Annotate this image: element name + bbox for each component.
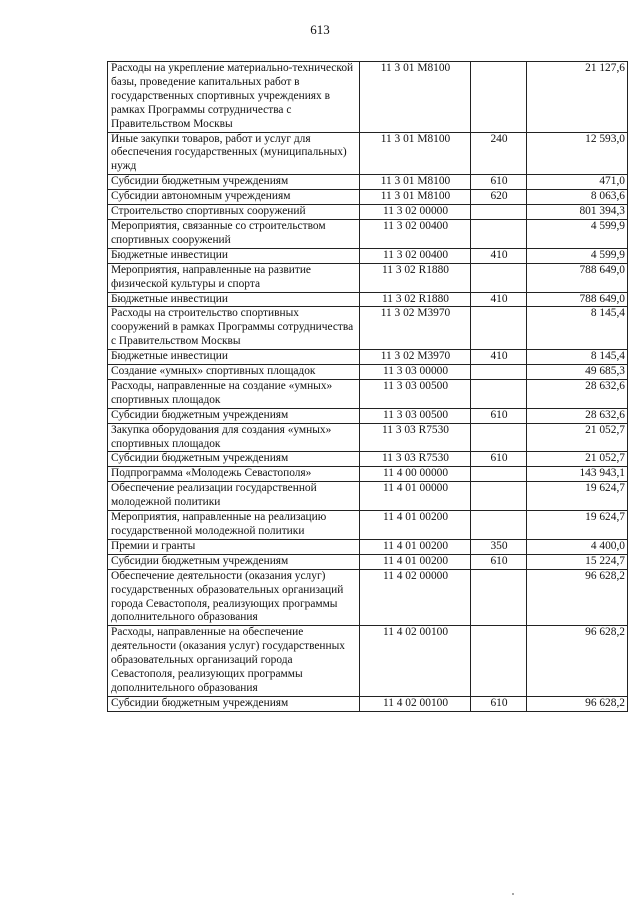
row-type-cell: 410 <box>471 292 527 307</box>
page-number: 613 <box>310 22 330 37</box>
row-code-cell: 11 4 02 00100 <box>360 696 471 711</box>
row-code-cell: 11 4 02 00100 <box>360 626 471 697</box>
table-row <box>108 467 628 482</box>
row-sum-cell: 49 685,3 <box>527 365 628 380</box>
scan-speck <box>512 893 514 895</box>
table-row <box>108 292 628 307</box>
row-name-cell: Закупка оборудования для создания «умных» спортивных площадок <box>108 423 360 452</box>
row-type-cell <box>471 205 527 220</box>
row-sum-cell: 19 624,7 <box>527 511 628 540</box>
row-name-cell: Расходы на укрепление материально-технической базы, проведение капитальных работ в государственных спортивных учреждениях в рамках Программы сотрудничества с Правительством Москвы <box>108 62 360 133</box>
row-sum-cell: 28 632,6 <box>527 379 628 408</box>
row-name-cell: Обеспечение реализации государственной молодежной политики <box>108 482 360 511</box>
table-row <box>108 569 628 626</box>
row-code-cell: 11 4 01 00200 <box>360 511 471 540</box>
row-type-cell: 620 <box>471 190 527 205</box>
row-type-cell: 410 <box>471 350 527 365</box>
row-type-cell: 610 <box>471 452 527 467</box>
row-sum-cell: 788 649,0 <box>527 292 628 307</box>
table-row <box>108 350 628 365</box>
table-row <box>108 379 628 408</box>
row-name-cell: Мероприятия, направленные на развитие физической культуры и спорта <box>108 263 360 292</box>
row-sum-cell: 8 063,6 <box>527 190 628 205</box>
row-type-cell <box>471 626 527 697</box>
row-type-cell: 610 <box>471 408 527 423</box>
table-row <box>108 626 628 697</box>
row-name-cell: Мероприятия, связанные со строительством спортивных сооружений <box>108 219 360 248</box>
table-row <box>108 423 628 452</box>
row-name-cell: Субсидии бюджетным учреждениям <box>108 175 360 190</box>
row-type-cell: 610 <box>471 175 527 190</box>
row-sum-cell: 96 628,2 <box>527 569 628 626</box>
row-sum-cell: 19 624,7 <box>527 482 628 511</box>
row-sum-cell: 12 593,0 <box>527 132 628 175</box>
table-row <box>108 511 628 540</box>
table-row <box>108 62 628 133</box>
row-name-cell: Субсидии бюджетным учреждениям <box>108 452 360 467</box>
row-type-cell <box>471 62 527 133</box>
table-row <box>108 554 628 569</box>
row-sum-cell: 8 145,4 <box>527 307 628 350</box>
row-name-cell: Мероприятия, направленные на реализацию государственной молодежной политики <box>108 511 360 540</box>
row-type-cell <box>471 379 527 408</box>
row-type-cell: 410 <box>471 248 527 263</box>
row-code-cell: 11 3 02 R1880 <box>360 263 471 292</box>
row-name-cell: Строительство спортивных сооружений <box>108 205 360 220</box>
table-row <box>108 175 628 190</box>
row-code-cell: 11 3 02 00400 <box>360 219 471 248</box>
row-code-cell: 11 3 03 00500 <box>360 408 471 423</box>
row-code-cell: 11 3 03 R7530 <box>360 423 471 452</box>
row-type-cell: 610 <box>471 696 527 711</box>
row-code-cell: 11 4 01 00200 <box>360 554 471 569</box>
row-sum-cell: 96 628,2 <box>527 626 628 697</box>
row-sum-cell: 4 599,9 <box>527 219 628 248</box>
row-type-cell <box>471 365 527 380</box>
row-code-cell: 11 4 01 00200 <box>360 539 471 554</box>
row-code-cell: 11 3 02 00400 <box>360 248 471 263</box>
table-row <box>108 248 628 263</box>
row-name-cell: Обеспечение деятельности (оказания услуг) государственных образовательных организаций города Севастополя, реализующих программы дополнительного образования <box>108 569 360 626</box>
row-type-cell <box>471 307 527 350</box>
row-name-cell: Подпрограмма «Молодежь Севастополя» <box>108 467 360 482</box>
table-row <box>108 219 628 248</box>
row-name-cell: Субсидии автономным учреждениям <box>108 190 360 205</box>
row-code-cell: 11 3 02 00000 <box>360 205 471 220</box>
table-row <box>108 482 628 511</box>
row-type-cell <box>471 511 527 540</box>
table-row <box>108 696 628 711</box>
row-name-cell: Бюджетные инвестиции <box>108 350 360 365</box>
row-code-cell: 11 3 01 М8100 <box>360 62 471 133</box>
row-code-cell: 11 3 03 R7530 <box>360 452 471 467</box>
row-type-cell <box>471 467 527 482</box>
row-name-cell: Расходы на строительство спортивных сооружений в рамках Программы сотрудничества с Правительством Москвы <box>108 307 360 350</box>
row-type-cell <box>471 569 527 626</box>
row-name-cell: Субсидии бюджетным учреждениям <box>108 408 360 423</box>
row-code-cell: 11 3 03 00000 <box>360 365 471 380</box>
row-type-cell <box>471 423 527 452</box>
row-sum-cell: 15 224,7 <box>527 554 628 569</box>
row-sum-cell: 143 943,1 <box>527 467 628 482</box>
row-type-cell <box>471 482 527 511</box>
row-name-cell: Субсидии бюджетным учреждениям <box>108 696 360 711</box>
row-sum-cell: 8 145,4 <box>527 350 628 365</box>
table-row <box>108 307 628 350</box>
table-row <box>108 452 628 467</box>
row-sum-cell: 4 400,0 <box>527 539 628 554</box>
row-code-cell: 11 4 02 00000 <box>360 569 471 626</box>
row-sum-cell: 21 052,7 <box>527 452 628 467</box>
row-code-cell: 11 4 01 00000 <box>360 482 471 511</box>
table-row <box>108 539 628 554</box>
row-sum-cell: 788 649,0 <box>527 263 628 292</box>
table-row <box>108 408 628 423</box>
row-type-cell: 240 <box>471 132 527 175</box>
row-code-cell: 11 3 03 00500 <box>360 379 471 408</box>
row-code-cell: 11 3 02 М3970 <box>360 307 471 350</box>
row-code-cell: 11 3 02 М3970 <box>360 350 471 365</box>
row-name-cell: Бюджетные инвестиции <box>108 292 360 307</box>
row-sum-cell: 21 127,6 <box>527 62 628 133</box>
table-row <box>108 365 628 380</box>
row-type-cell <box>471 263 527 292</box>
row-name-cell: Расходы, направленные на обеспечение деятельности (оказания услуг) государственных образовательных организаций города Севастополя, реализующих программы дополнительного образования <box>108 626 360 697</box>
row-type-cell: 610 <box>471 554 527 569</box>
row-code-cell: 11 3 01 М8100 <box>360 132 471 175</box>
row-name-cell: Премии и гранты <box>108 539 360 554</box>
row-sum-cell: 96 628,2 <box>527 696 628 711</box>
row-name-cell: Создание «умных» спортивных площадок <box>108 365 360 380</box>
row-type-cell: 350 <box>471 539 527 554</box>
budget-table-body <box>108 62 628 712</box>
row-sum-cell: 21 052,7 <box>527 423 628 452</box>
budget-table <box>107 61 628 712</box>
row-name-cell: Расходы, направленные на создание «умных» спортивных площадок <box>108 379 360 408</box>
table-row <box>108 205 628 220</box>
table-row <box>108 132 628 175</box>
row-code-cell: 11 3 01 М8100 <box>360 175 471 190</box>
table-row <box>108 263 628 292</box>
table-row <box>108 190 628 205</box>
row-sum-cell: 471,0 <box>527 175 628 190</box>
row-sum-cell: 4 599,9 <box>527 248 628 263</box>
row-code-cell: 11 3 02 R1880 <box>360 292 471 307</box>
row-name-cell: Субсидии бюджетным учреждениям <box>108 554 360 569</box>
row-code-cell: 11 3 01 М8100 <box>360 190 471 205</box>
row-code-cell: 11 4 00 00000 <box>360 467 471 482</box>
row-name-cell: Бюджетные инвестиции <box>108 248 360 263</box>
row-name-cell: Иные закупки товаров, работ и услуг для обеспечения государственных (муниципальных) нужд <box>108 132 360 175</box>
row-sum-cell: 28 632,6 <box>527 408 628 423</box>
row-sum-cell: 801 394,3 <box>527 205 628 220</box>
row-type-cell <box>471 219 527 248</box>
